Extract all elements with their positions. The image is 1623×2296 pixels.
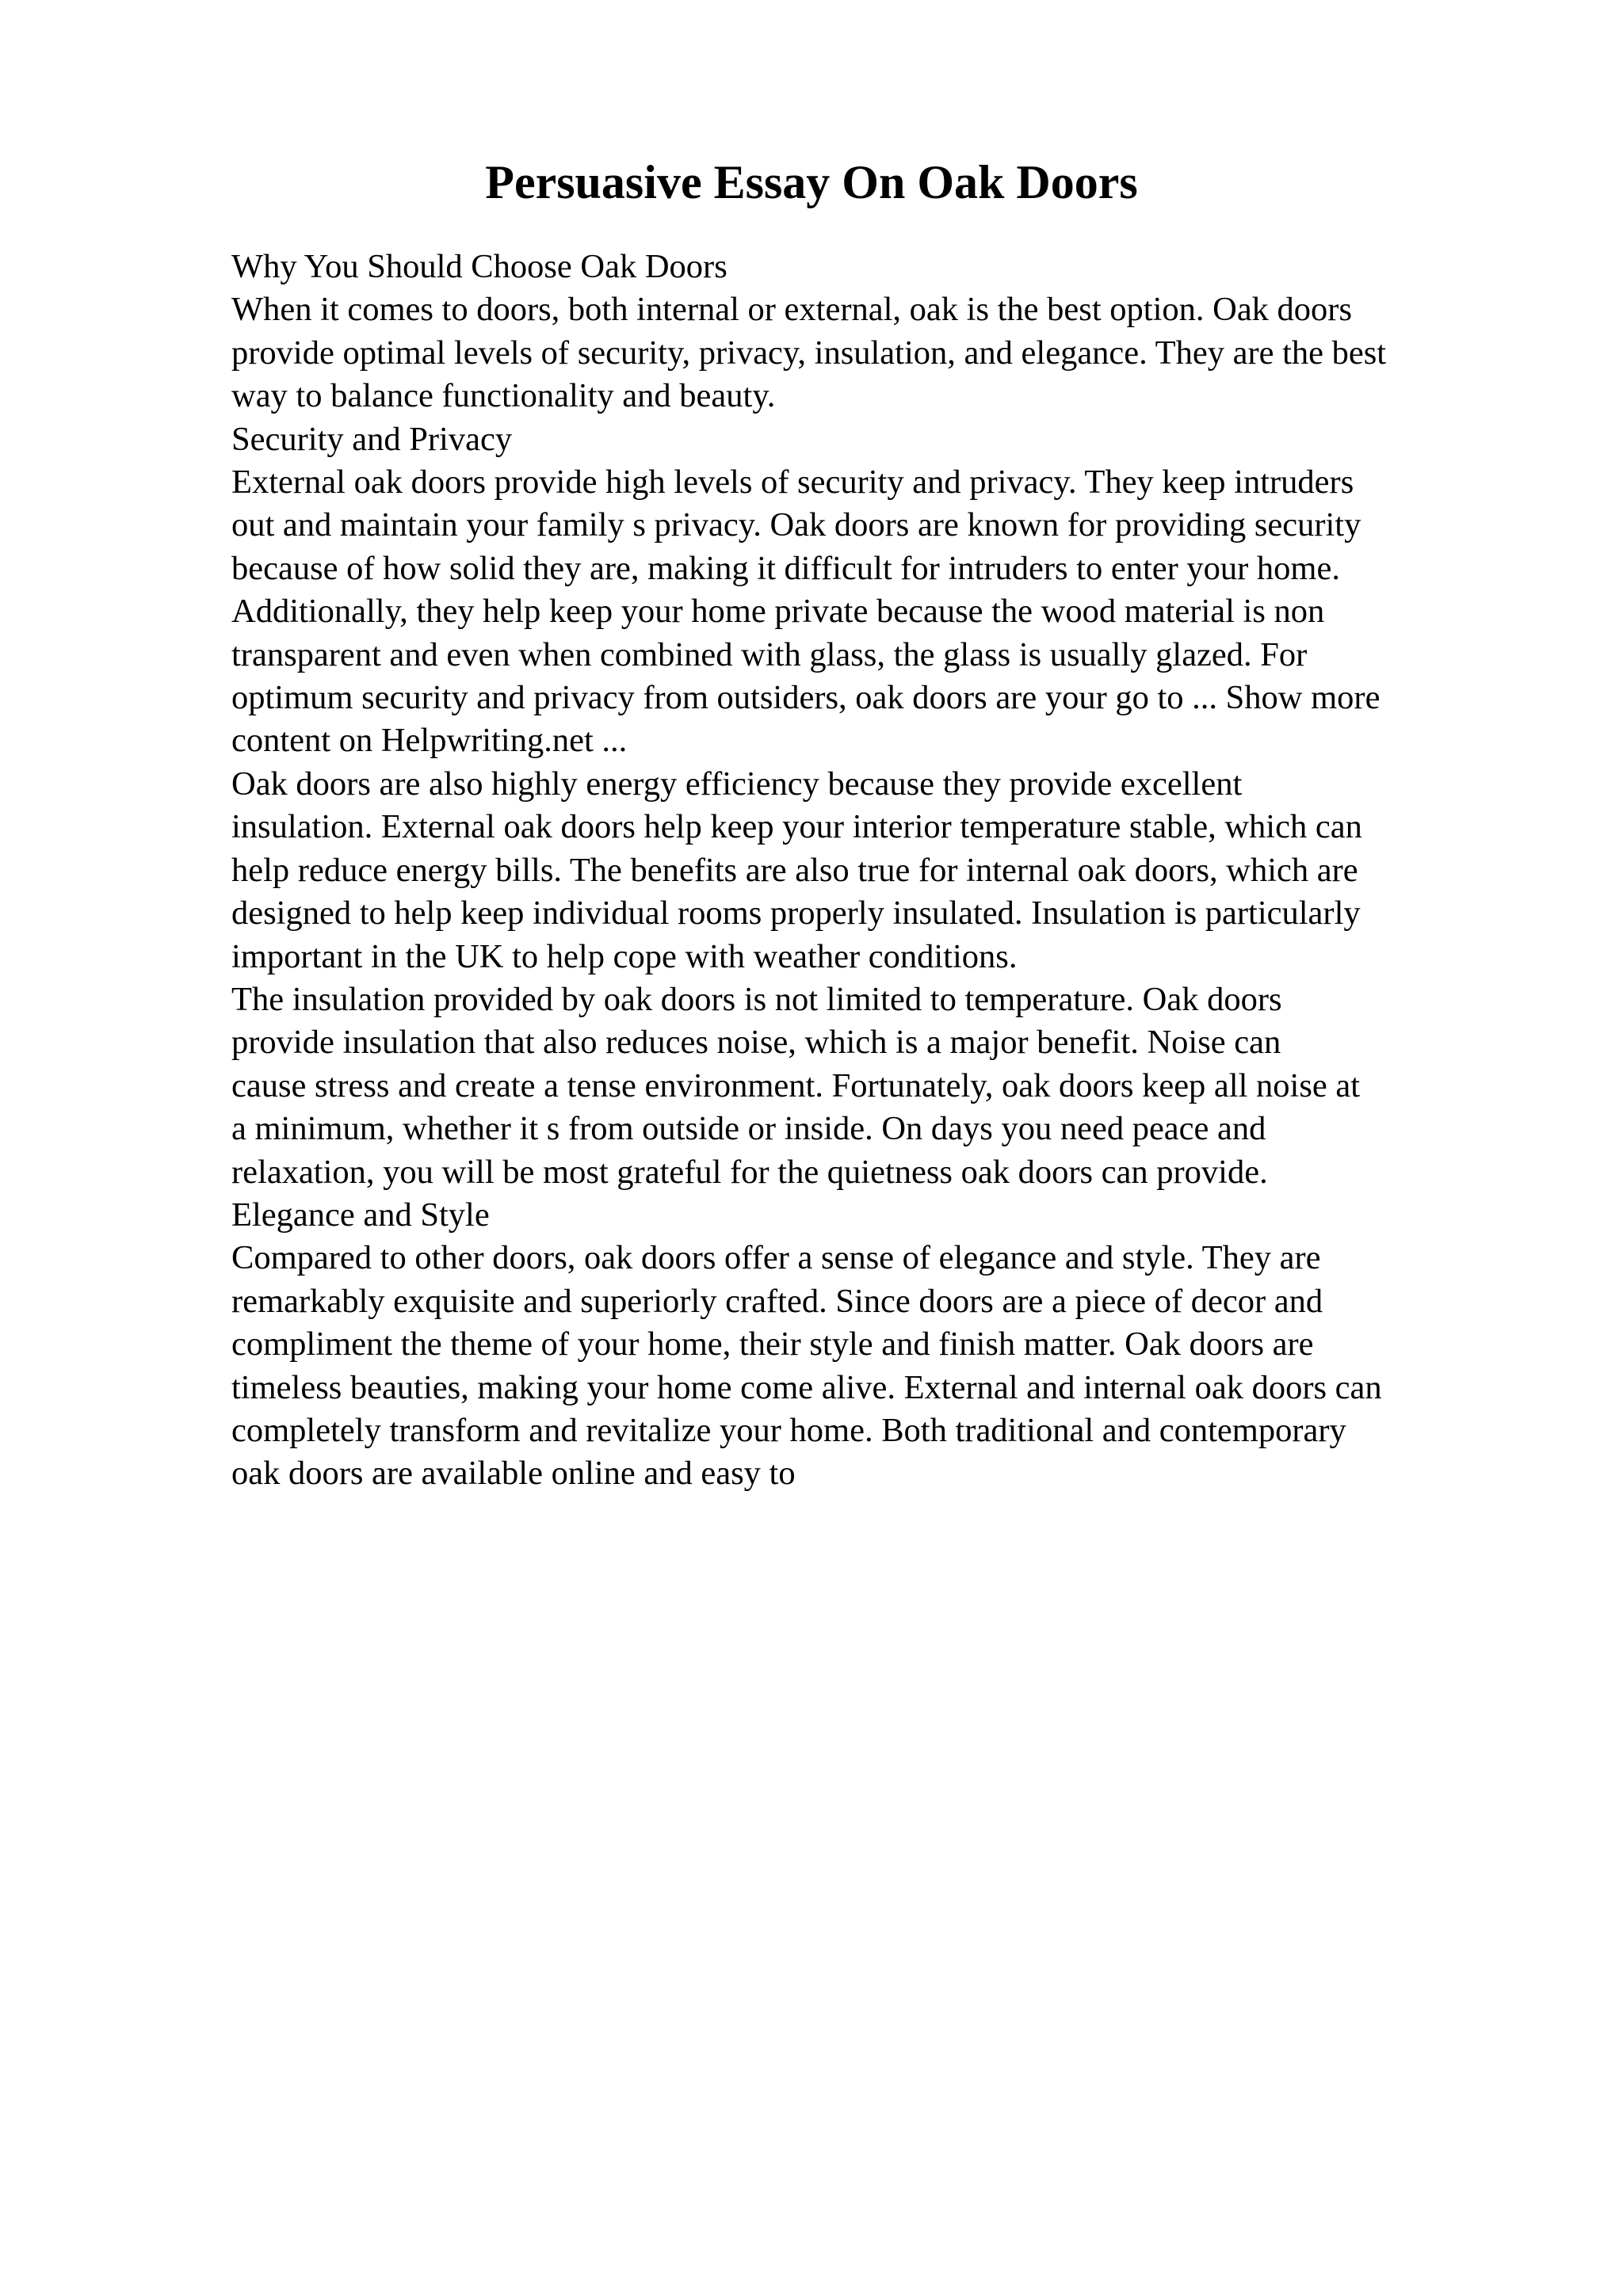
text-line: timeless beauties, making your home come alive. External and internal oak doors can: [231, 1368, 1382, 1406]
text-line: out and maintain your family s privacy. Oak doors are known for providing security: [231, 506, 1361, 544]
text-line: help reduce energy bills. The benefits are also true for internal oak doors, which are: [231, 851, 1358, 889]
text-line: insulation. External oak doors help keep your interior temperature stable, which can: [231, 808, 1362, 846]
text-line: a minimum, whether it s from outside or inside. On days you need peace and: [231, 1110, 1266, 1148]
text-line: cause stress and create a tense environment. Fortunately, oak doors keep all noise at: [231, 1066, 1361, 1104]
text-line: remarkably exquisite and superiorly crafted. Since doors are a piece of decor and: [231, 1282, 1323, 1320]
text-line: important in the UK to help cope with weather conditions.: [231, 937, 1018, 975]
text-line: Compared to other doors, oak doors offer a sense of elegance and style. They are: [231, 1239, 1321, 1277]
text-line: oak doors are available online and easy to: [231, 1455, 796, 1493]
text-line: When it comes to doors, both internal or external, oak is the best option. Oak doors: [231, 291, 1352, 329]
text-line: way to balance functionality and beauty.: [231, 377, 776, 415]
text-line: completely transform and revitalize your home. Both traditional and contemporary: [231, 1411, 1346, 1449]
text-line: compliment the theme of your home, their style and finish matter. Oak doors are: [231, 1325, 1314, 1363]
text-line: Elegance and Style: [231, 1196, 490, 1234]
text-line: Security and Privacy: [231, 420, 513, 458]
text-line: The insulation provided by oak doors is not limited to temperature. Oak doors: [231, 980, 1282, 1018]
text-line: provide insulation that also reduces noise, which is a major benefit. Noise can: [231, 1024, 1281, 1062]
document-body: [231, 246, 1515, 1496]
text-line: Why You Should Choose Oak Doors: [231, 248, 727, 285]
document-title: Persuasive Essay On Oak Doors: [485, 156, 1138, 208]
text-line: relaxation, you will be most grateful for the quietness oak doors can provide.: [231, 1153, 1268, 1191]
text-line: content on Helpwriting.net ...: [231, 722, 628, 760]
text-line: because of how solid they are, making it difficult for intruders to enter your home.: [231, 549, 1340, 587]
text-line: transparent and even when combined with glass, the glass is usually glazed. For: [231, 635, 1308, 673]
text-line: Oak doors are also highly energy efficiency because they provide excellent: [231, 765, 1243, 803]
text-line: Additionally, they help keep your home private because the wood material is non: [231, 593, 1325, 631]
text-line: provide optimal levels of security, privacy, insulation, and elegance. They are the best: [231, 334, 1387, 372]
text-line: External oak doors provide high levels of security and privacy. They keep intruders: [231, 463, 1354, 502]
text-line: designed to help keep individual rooms properly insulated. Insulation is particularly: [231, 894, 1361, 933]
text-line: optimum security and privacy from outsiders, oak doors are your go to ... Show more: [231, 679, 1381, 717]
